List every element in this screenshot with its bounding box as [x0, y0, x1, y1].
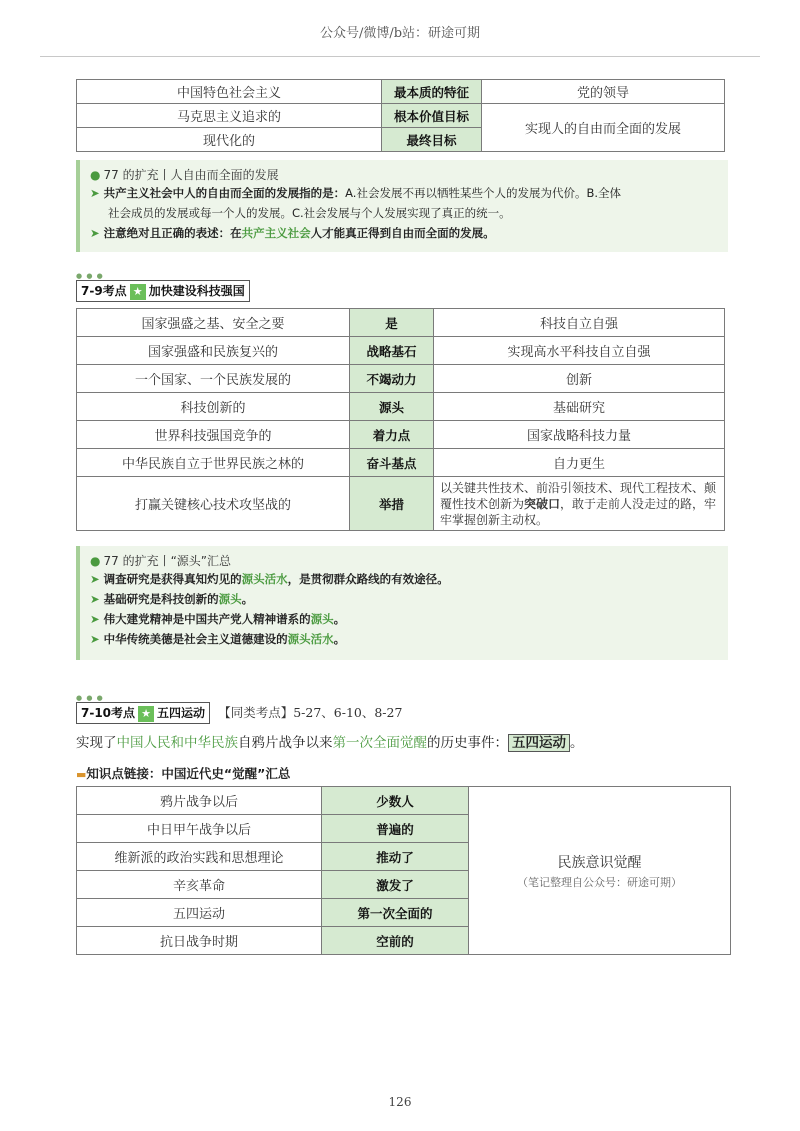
section-heading-7-10: ● ● ● 7-10考点 ★ 五四运动 【同类考点】5-27、6-10、8-27 [76, 694, 402, 724]
table-row: 国家强盛和民族复兴的 战略基石 实现高水平科技自立自强 [77, 337, 725, 365]
arrow-icon: ➤ [90, 572, 100, 586]
summary-cell: 民族意识觉醒 （笔记整理自公众号：研途可期） [469, 787, 731, 955]
table-awakening [76, 786, 731, 955]
note-title: ● 77 的扩充丨人自由而全面的发展 [90, 168, 279, 182]
arrow-icon: ➤ [90, 592, 100, 606]
table-cell: 中国特色社会主义 [77, 80, 382, 104]
note-item: ➤ 中华传统美德是社会主义道德建设的源头活水。 [90, 632, 346, 646]
arrow-icon: ➤ [90, 186, 100, 200]
note-item: ➤ 基础研究是科技创新的源头。 [90, 592, 254, 606]
related-points: 【同类考点】5-27、6-10、8-27 [218, 705, 403, 720]
note-item-continued: 社会成员的发展或每一个人的发展。C.社会发展与个人发展实现了真正的统一。 [108, 206, 511, 220]
table-cell: 实现人的自由而全面的发展 [482, 104, 725, 152]
table-row: 鸦片战争以后 少数人 民族意识觉醒 （笔记整理自公众号：研途可期） [77, 787, 731, 815]
book-icon: ▬ [76, 768, 87, 781]
table-row: 维新派的政治实践和思想理论 推动了 [77, 843, 731, 871]
table-row: 打赢关键核心技术攻坚战的 举措 以关键共性技术、前沿引领技术、现代工程技术、颠覆性技术创新为突破口，敢于走前人没走过的路，牢牢掌握创新主动权。 [77, 477, 725, 531]
table-key-cell: 根本价值目标 [382, 104, 482, 128]
note-expansion-1 [76, 160, 728, 252]
table-tech-power [76, 308, 725, 531]
note-expansion-2 [76, 546, 728, 660]
table-row: 国家强盛之基、安全之要 是 科技自立自强 [77, 309, 725, 337]
note-item: ➤ 共产主义社会中人的自由而全面的发展指的是：A.社会发展不再以牺牲某些个人的发展为代价。B.全体 [90, 186, 622, 200]
table-row [77, 80, 725, 104]
table-key-cell: 最终目标 [382, 128, 482, 152]
decor-dots: ● ● ● [76, 694, 104, 702]
section-heading-7-9: ● ● ● 7-9考点 ★ 加快建设科技强国 [76, 272, 250, 302]
table-row: 世界科技强国竞争的 着力点 国家战略科技力量 [77, 421, 725, 449]
page-number: 126 [388, 1095, 412, 1109]
note-item: ➤ 伟大建党精神是中国共产党人精神谱系的源头。 [90, 612, 346, 626]
page-header: 公众号/微博/b站：研途可期 [319, 26, 481, 41]
table-cell: 现代化的 [77, 128, 382, 152]
arrow-icon: ➤ [90, 632, 100, 646]
star-icon: ★ [138, 706, 154, 722]
table-key-cell: 最本质的特征 [382, 80, 482, 104]
decor-dots: ● ● ● [76, 272, 104, 280]
table-row: 中华民族自立于世界民族之林的 奋斗基点 自力更生 [77, 449, 725, 477]
paragraph: 实现了中国人民和中华民族自鸦片战争以来第一次全面觉醒的历史事件： 五四运动 。 [76, 735, 584, 751]
table-row [77, 104, 725, 128]
table-cell: 马克思主义追求的 [77, 104, 382, 128]
note-title: ● 77 的扩充丨“源头”汇总 [90, 554, 232, 568]
table-row: 科技创新的 源头 基础研究 [77, 393, 725, 421]
arrow-icon: ➤ [90, 612, 100, 626]
header-divider [40, 56, 760, 57]
table-socialism [76, 79, 725, 152]
location-pin-icon: ● [90, 554, 101, 568]
table-row: 辛亥革命 激发了 [77, 871, 731, 899]
table-cell-multiline: 以关键共性技术、前沿引领技术、现代工程技术、颠覆性技术创新为突破口，敢于走前人没走过的路，牢牢掌握创新主动权。 [434, 477, 725, 531]
star-icon: ★ [130, 284, 146, 300]
table-row: 抗日战争时期 空前的 [77, 927, 731, 955]
table-cell: 党的领导 [482, 80, 725, 104]
location-pin-icon: ● [90, 168, 101, 182]
note-item: ➤ 注意绝对且正确的表述：在共产主义社会人才能真正得到自由而全面的发展。 [90, 226, 495, 240]
knowledge-link-title: ▬知识点链接：中国近代史“觉醒”汇总 [76, 766, 291, 781]
answer-box: 五四运动 [508, 734, 570, 752]
arrow-icon: ➤ [90, 226, 100, 240]
table-row: 五四运动 第一次全面的 [77, 899, 731, 927]
note-item: ➤ 调查研究是获得真知灼见的源头活水，是贯彻群众路线的有效途径。 [90, 572, 449, 586]
table-row: 一个国家、一个民族发展的 不竭动力 创新 [77, 365, 725, 393]
table-row: 中日甲午战争以后 普遍的 [77, 815, 731, 843]
